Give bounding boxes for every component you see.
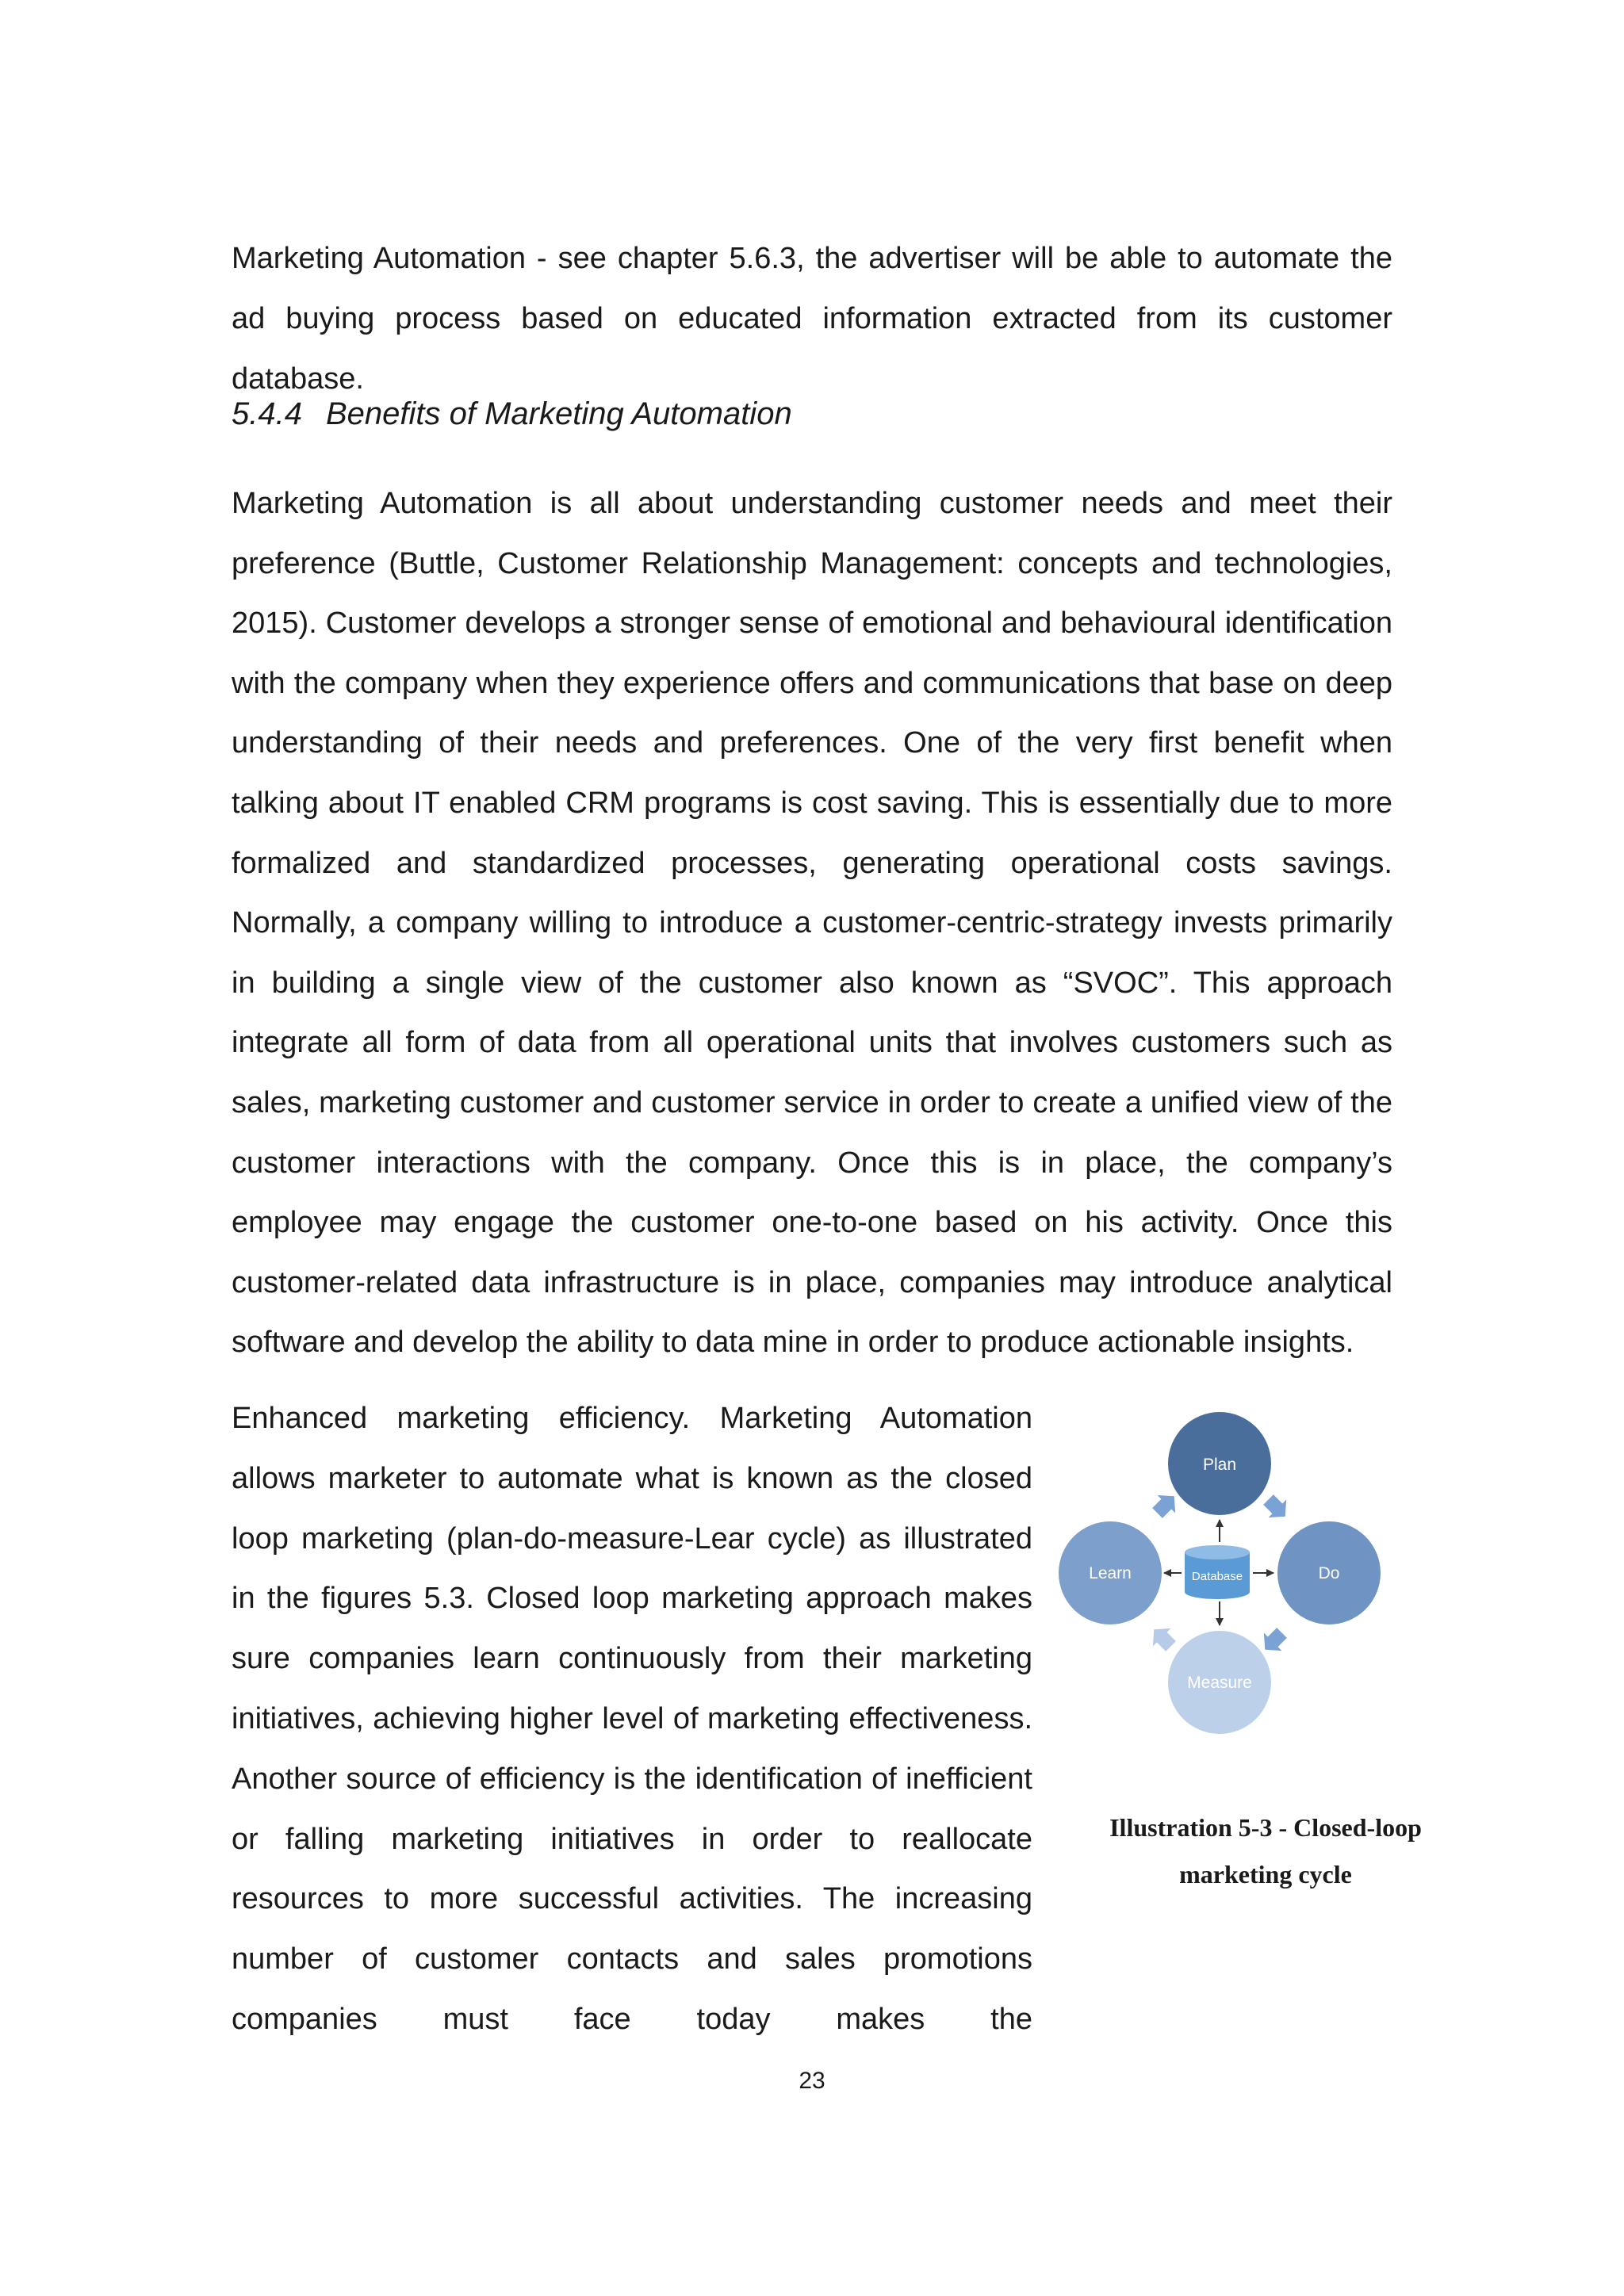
closed-loop-diagram [1051, 1405, 1400, 1746]
efficiency-paragraph: Enhanced marketing efficiency. Marketing Automation allows marketer to automate what is known as the closed loop marketing (plan-do-measure-Lear cycle) as illustrated in the figures 5.3. Closed loop marketing approach makes sure companies learn continuously from their marketing initiatives, achieving higher level of marketing effectiveness. Another source of efficiency is the identification of inefficient or falling marketing initiatives in order to reallocate resources to more successful activities. The increasing number of customer contacts and sales promotions companies must face today makes the [232, 1402, 1032, 2036]
page-number: 23 [799, 2068, 825, 2094]
plan-label: Plan [1202, 1456, 1237, 1474]
section-title: Benefits of Marketing Automation [325, 396, 792, 431]
intro-paragraph: Marketing Automation - see chapter 5.6.3, the advertiser will be able to automate the ad buying process based on educated information extracted from its customer database. [232, 242, 1392, 396]
figure-caption: Illustration 5-3 - Closed-loop marketing cycle [1109, 1813, 1422, 1888]
measure-label: Measure [1187, 1674, 1252, 1692]
cycle-arrow-measure-to-learn [1145, 1621, 1180, 1655]
database-icon [1185, 1545, 1250, 1599]
section-heading [232, 396, 792, 432]
do-label: Do [1318, 1564, 1340, 1582]
cycle-arrow-plan-to-do [1259, 1490, 1294, 1525]
benefits-paragraph: Marketing Automation is all about understanding customer needs and meet their preference (Buttle, Customer Relationship Management: concepts and technologies, 2015). Customer develops a stronger sense of emotional and behavioural identification with the company when they experience offers and communications that base on deep understanding of their needs and preferences. One of the very first benefit when talking about IT enabled CRM programs is cost saving. This is essentially due to more formalized and standardized processes, generating operational costs savings. Normally, a company willing to introduce a customer-centric-strategy invests primarily in building a single view of the customer also known as “SVOC”. This approach integrate all form of data from all operational units that involves customers such as sales, marketing customer and customer service in order to create a unified view of the customer interactions with the company. Once this is in place, the company’s employee may engage the customer one-to-one based on his activity. Once this customer-related data infrastructure is in place, companies may introduce analytical software and develop the ability to data mine in order to produce actionable insights. [232, 487, 1392, 1360]
section-number: 5.4.4 [232, 396, 302, 431]
learn-label: Learn [1089, 1564, 1132, 1582]
database-label: Database [1191, 1570, 1243, 1583]
